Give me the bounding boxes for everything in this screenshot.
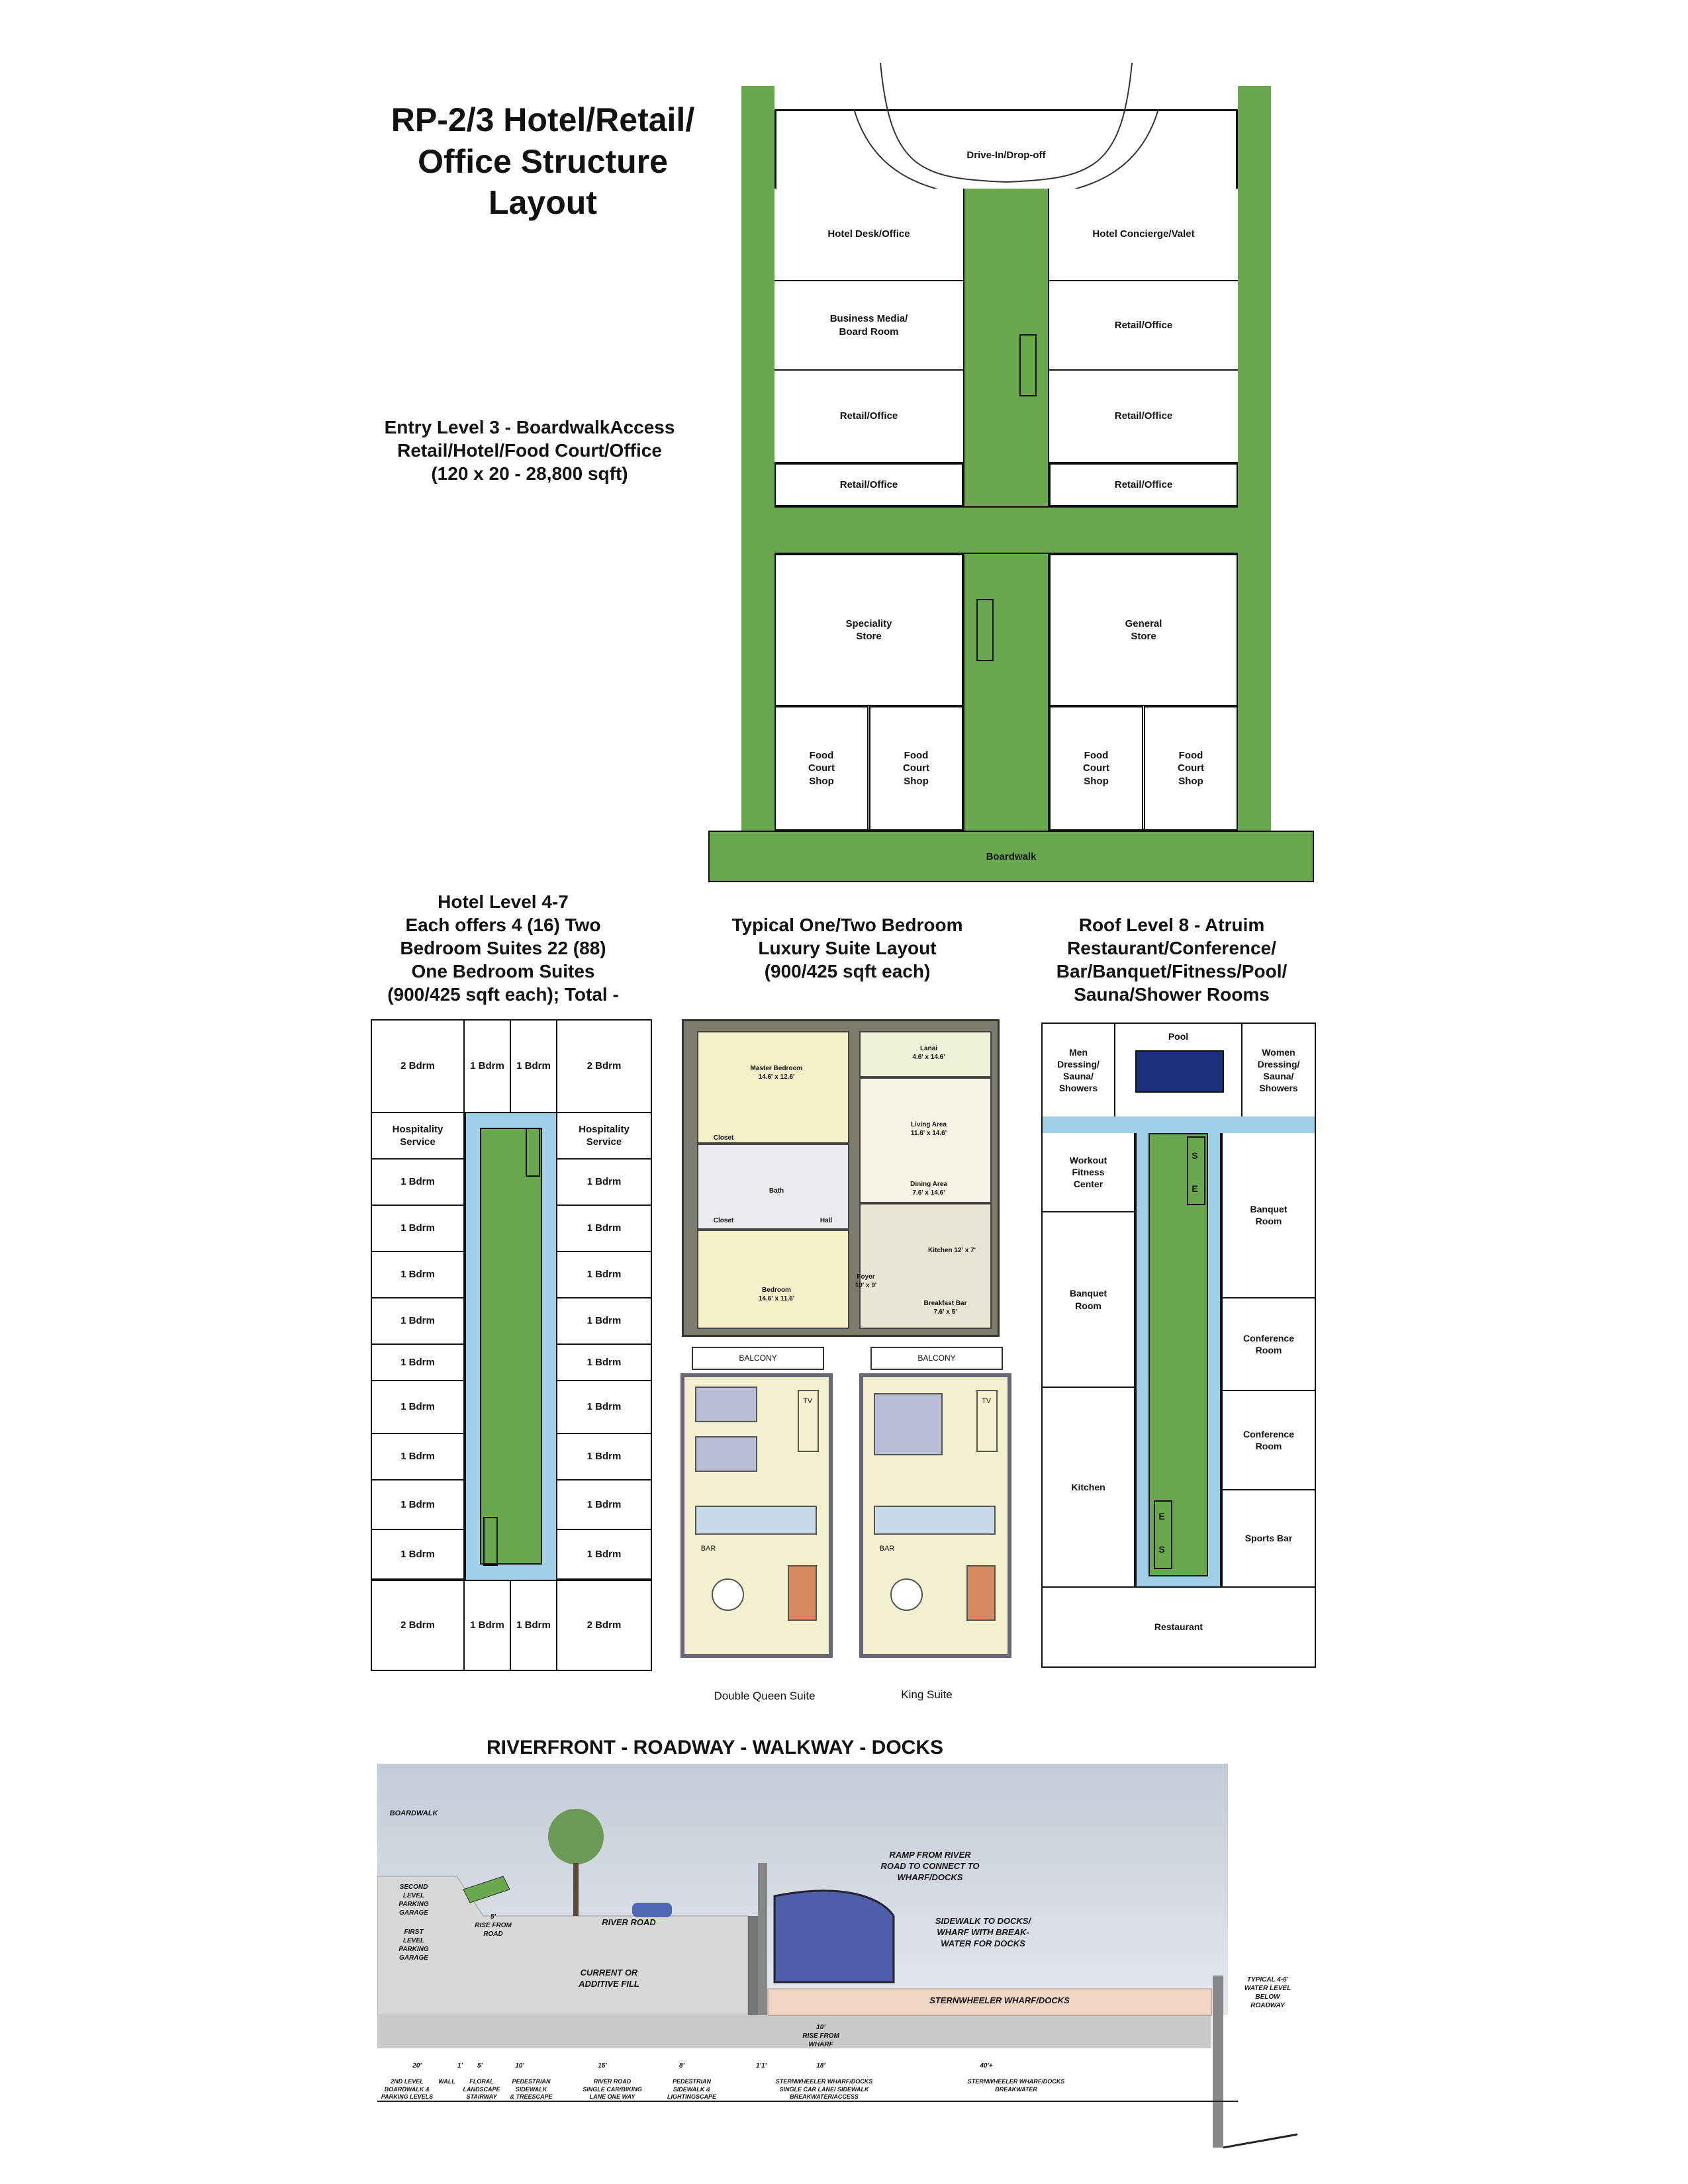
dimension-label: 15' — [598, 2062, 607, 2070]
room-retail-left-2: Retail/Office — [774, 463, 963, 506]
hospitality-service: Hospitality Service — [557, 1113, 651, 1160]
sofa — [966, 1565, 996, 1621]
kitchen-label: Kitchen 12' x 7' — [927, 1247, 976, 1254]
pool-label: Pool — [1168, 1031, 1189, 1042]
suite-heading: Typical One/Two Bedroom Luxury Suite Layout (900/425 sqft each) — [731, 915, 963, 981]
room-retail-right-1: Retail/Office — [1049, 281, 1238, 371]
table-icon — [890, 1578, 923, 1611]
unit-1bdrm: 1 Bdrm — [372, 1530, 465, 1580]
food-court-shop: Food Court Shop — [774, 706, 868, 831]
unit-2bdrm: 2 Bdrm — [557, 1580, 651, 1670]
ramp-label: RAMP FROM RIVER ROAD TO CONNECT TO WHARF/DOCKS — [880, 1850, 980, 1882]
wharf-label: STERNWHEELER WHARF/DOCKS — [929, 1995, 1070, 2005]
food-court-shop: Food Court Shop — [1144, 706, 1238, 831]
boardwalk-label: BOARDWALK — [389, 1809, 438, 1817]
unit-2bdrm: 2 Bdrm — [372, 1021, 465, 1113]
living-area-label: Living Area 11.6' x 14.6' — [910, 1121, 947, 1137]
food-court-shop: Food Court Shop — [869, 706, 963, 831]
water-level-label: TYPICAL 4-6' WATER LEVEL BELOW ROADWAY — [1244, 1976, 1291, 2009]
unit-1bdrm: 1 Bdrm — [557, 1434, 651, 1480]
unit-1bdrm: 1 Bdrm — [557, 1345, 651, 1381]
men-dressing: Men Dressing/ Sauna/ Showers — [1043, 1024, 1115, 1116]
unit-1bdrm: 1 Bdrm — [557, 1480, 651, 1530]
elevator-upper — [1019, 334, 1037, 396]
unit-1bdrm: 1 Bdrm — [372, 1381, 465, 1434]
section-bottom-label: 2ND LEVEL BOARDWALK & PARKING LEVELS — [381, 2078, 434, 2101]
dimension-label: 5' — [477, 2062, 483, 2070]
first-garage-label: FIRST LEVEL PARKING GARAGE — [399, 1929, 429, 1962]
drive-in-curve — [708, 63, 1324, 195]
workout-fitness: Workout Fitness Center — [1043, 1133, 1135, 1212]
room-retail-left-1: Retail/Office — [774, 371, 963, 463]
unit-1bdrm: 1 Bdrm — [372, 1298, 465, 1345]
entry-level-plan — [708, 63, 1324, 884]
hotel-level-heading: Hotel Level 4-7 Each offers 4 (16) Two Bedroom Suites 22 (88) One Bedroom Suites (900/425 sqft each); Total - — [387, 891, 619, 1005]
section-bottom-label: PEDESTRIAN SIDEWALK & LIGHTINGSCAPE — [667, 2078, 716, 2101]
closet-label: Closet — [713, 1134, 734, 1142]
unit-2bdrm: 2 Bdrm — [557, 1021, 651, 1113]
tv-label: TV — [981, 1397, 992, 1405]
rise-wharf-label: 10' RISE FROM WHARF — [802, 2024, 839, 2048]
dimension-label: 1'1' — [756, 2062, 767, 2070]
entry-level-heading: Entry Level 3 - BoardwalkAccess Retail/Hotel/Food Court/Office (120 x 20 - 28,800 sqft) — [384, 417, 675, 484]
food-court-shop: Food Court Shop — [1049, 706, 1143, 831]
sports-bar: Sports Bar — [1221, 1490, 1315, 1586]
hotel-elevator-bottom — [483, 1517, 498, 1566]
lanai-label: Lanai 4.6' x 14.6' — [912, 1045, 945, 1061]
cross-corridor — [774, 506, 1238, 554]
dimension-label: 8' — [679, 2062, 684, 2070]
river-road-label: RIVER ROAD — [602, 1917, 656, 1927]
dimension-label: 40'+ — [980, 2062, 993, 2070]
unit-1bdrm: 1 Bdrm — [511, 1021, 557, 1113]
dimension-label: 1' — [457, 2062, 463, 2070]
unit-1bdrm: 1 Bdrm — [372, 1434, 465, 1480]
unit-1bdrm: 1 Bdrm — [557, 1206, 651, 1252]
bedroom — [697, 1230, 849, 1329]
riverfront-heading: RIVERFRONT - ROADWAY - WALKWAY - DOCKS — [486, 1737, 944, 1758]
bath-fixture — [874, 1506, 996, 1535]
roof-level-plan — [1041, 1023, 1316, 1668]
elevator-e: E — [1158, 1511, 1165, 1522]
section-bottom-label: STERNWHEELER WHARF/DOCKS SINGLE CAR LANE/ SIDEWALK BREAKWATER/ACCESS — [775, 2078, 873, 2101]
section-bottom-label: WALL — [438, 2078, 455, 2085]
bar-label: BAR — [879, 1545, 895, 1553]
room-retail-right-2: Retail/Office — [1049, 371, 1238, 463]
sofa — [788, 1565, 817, 1621]
unit-1bdrm: 1 Bdrm — [465, 1021, 511, 1113]
bed — [695, 1387, 757, 1422]
conference-room-1: Conference Room — [1221, 1298, 1315, 1391]
room-business-media: Business Media/ Board Room — [774, 281, 963, 371]
women-dressing: Women Dressing/ Sauna/ Showers — [1241, 1024, 1315, 1116]
dimension-label: 18' — [816, 2062, 825, 2070]
drive-in-label: Drive-In/Drop-off — [966, 150, 1046, 161]
dimension-label: 20' — [412, 2062, 422, 2070]
unit-1bdrm: 1 Bdrm — [372, 1345, 465, 1381]
kitchen: Kitchen — [1043, 1388, 1135, 1586]
roof-elevator-top — [1187, 1136, 1205, 1205]
bath-label: Bath — [769, 1187, 784, 1195]
hall-label: Hall — [820, 1217, 833, 1224]
elevator-s: S — [1192, 1150, 1198, 1161]
riverfront-section — [377, 1764, 1311, 2154]
room-hotel-desk: Hotel Desk/Office — [774, 189, 963, 281]
right-green-strip — [1238, 86, 1271, 831]
unit-2bdrm: 2 Bdrm — [372, 1580, 465, 1670]
king-suite-label: King Suite — [901, 1688, 953, 1701]
hospitality-service: Hospitality Service — [372, 1113, 465, 1160]
unit-1bdrm: 1 Bdrm — [557, 1298, 651, 1345]
second-garage-label: SECOND LEVEL PARKING GARAGE — [399, 1884, 429, 1917]
unit-1bdrm: 1 Bdrm — [372, 1252, 465, 1298]
breakfast-bar-label: Breakfast Bar 7.6' x 5' — [923, 1300, 967, 1316]
king-bed — [874, 1393, 943, 1455]
hotel-atrium — [480, 1128, 542, 1565]
restaurant: Restaurant — [1043, 1586, 1315, 1666]
dining-area-label: Dining Area 7.6' x 14.6' — [910, 1181, 947, 1197]
pool — [1135, 1050, 1224, 1093]
fill-label: CURRENT OR ADDITIVE FILL — [579, 1968, 639, 1989]
double-queen-plan — [675, 1347, 837, 1658]
unit-1bdrm: 1 Bdrm — [511, 1580, 557, 1670]
balcony-label: BALCONY — [739, 1353, 777, 1363]
foyer-label: Foyer 10' x 9' — [855, 1273, 877, 1289]
section-bottom-label: FLORAL LANDSCAPE STAIRWAY — [463, 2078, 500, 2101]
elevator-e: E — [1192, 1183, 1198, 1194]
sidewalk-docks-label: SIDEWALK TO DOCKS/ WHARF WITH BREAK- WATER FOR DOCKS — [935, 1916, 1031, 1948]
tv-label: TV — [802, 1397, 813, 1405]
bar-label: BAR — [700, 1545, 716, 1553]
left-green-strip — [741, 86, 774, 831]
roof-corridor — [1043, 1116, 1315, 1133]
unit-1bdrm: 1 Bdrm — [372, 1206, 465, 1252]
unit-1bdrm: 1 Bdrm — [465, 1580, 511, 1670]
section-bottom-label: PEDESTRIAN SIDEWALK & TREESCAPE — [510, 2078, 553, 2101]
suite-floor-plan — [682, 1019, 1000, 1337]
master-bedroom-label: Master Bedroom 14.6' x 12.6' — [750, 1065, 803, 1081]
banquet-room-right: Banquet Room — [1221, 1133, 1315, 1298]
section-bottom-label: RIVER ROAD SINGLE CAR/BIKING LANE ONE WAY — [583, 2078, 642, 2101]
table-icon — [712, 1578, 744, 1611]
roof-level-heading: Roof Level 8 - Atruim Restaurant/Conference/ Bar/Banquet/Fitness/Pool/ Sauna/Shower Rooms — [1056, 915, 1288, 1005]
unit-1bdrm: 1 Bdrm — [372, 1160, 465, 1206]
bath-fixture — [695, 1506, 817, 1535]
king-suite-plan — [854, 1347, 1016, 1658]
bedroom-label: Bedroom 14.6' x 11.6' — [758, 1287, 795, 1302]
page-title: RP-2/3 Hotel/Retail/ Office Structure Layout — [391, 101, 695, 221]
banquet-room-left: Banquet Room — [1043, 1212, 1135, 1388]
unit-1bdrm: 1 Bdrm — [557, 1252, 651, 1298]
dimension-label: 10' — [515, 2062, 524, 2070]
closet-label: Closet — [713, 1217, 734, 1224]
elevator-lower — [976, 599, 994, 661]
unit-1bdrm: 1 Bdrm — [372, 1480, 465, 1530]
elevator-s: S — [1158, 1544, 1165, 1555]
room-hotel-concierge: Hotel Concierge/Valet — [1049, 189, 1238, 281]
conference-room-2: Conference Room — [1221, 1391, 1315, 1490]
unit-1bdrm: 1 Bdrm — [557, 1381, 651, 1434]
bed — [695, 1436, 757, 1472]
unit-1bdrm: 1 Bdrm — [557, 1160, 651, 1206]
hotel-level-plan — [371, 1019, 652, 1671]
room-retail-right-3: Retail/Office — [1049, 463, 1238, 506]
master-bedroom — [697, 1031, 849, 1144]
rise-road-label: 5' RISE FROM ROAD — [475, 1913, 512, 1938]
unit-1bdrm: 1 Bdrm — [557, 1530, 651, 1580]
boardwalk-label: Boardwalk — [986, 851, 1037, 862]
room-speciality-store: Speciality Store — [774, 554, 963, 706]
balcony-label: BALCONY — [917, 1353, 956, 1363]
room-general-store: General Store — [1049, 554, 1238, 706]
double-queen-label: Double Queen Suite — [714, 1690, 816, 1702]
section-bottom-label: STERNWHEELER WHARF/DOCKS BREAKWATER — [967, 2078, 1065, 2093]
hotel-elevator-top — [526, 1128, 540, 1177]
